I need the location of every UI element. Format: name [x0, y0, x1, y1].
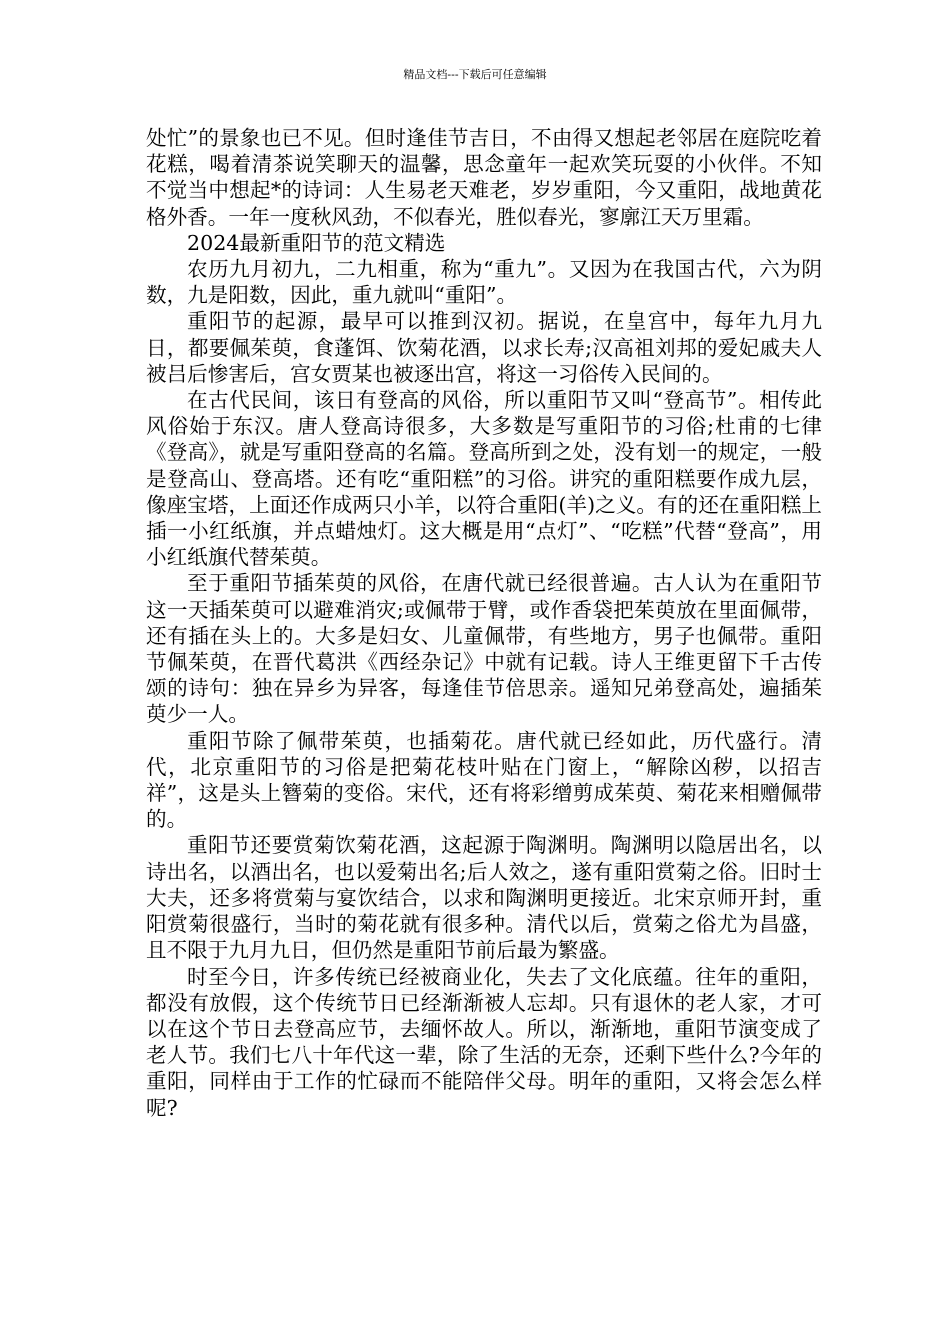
paragraph-continuation: 处忙”的景象也已不见。但时逢佳节吉日，不由得又想起老邻居在庭院吃着花糕，喝着清茶说笑聊天的温馨，思念童年一起欢笑玩耍的小伙伴。不知不觉当中想起*的诗词：人生易老天难老，岁岁重阳，今又重阳，战地黄花格外香。一年一度秋风劲，不似春光，胜似春光，寥廓江天万里霜。 — [146, 126, 822, 229]
page-header: 精品文档---下载后可任意编辑 — [403, 68, 547, 81]
document-body — [146, 125, 822, 1121]
paragraph: 农历九月初九，二九相重，称为“重九”。又因为在我国古代，六为阴数，九是阳数，因此，重九就叫“重阳”。 — [146, 257, 822, 308]
paragraph: 至于重阳节插茱萸的风俗，在唐代就已经很普遍。古人认为在重阳节这一天插茱萸可以避难消灾;或佩带于臂，或作香袋把茱萸放在里面佩带，还有插在头上的。大多是妇女、儿童佩带，有些地方，男子也佩带。重阳节佩茱萸，在晋代葛洪《西经杂记》中就有记载。诗人王维更留下千古传颂的诗句：独在异乡为异客，每逢佳节倍思亲。遥知兄弟登高处，遍插茱萸少一人。 — [146, 571, 822, 727]
paragraph: 重阳节的起源，最早可以推到汉初。据说，在皇宫中，每年九月九日，都要佩茱萸，食蓬饵、饮菊花酒，以求长寿;汉高祖刘邦的爱妃戚夫人被吕后惨害后，宫女贾某也被逐出宫，将这一习俗传入民间的。 — [146, 309, 822, 386]
section-title: 2024最新重阳节的范文精选 — [187, 230, 446, 255]
paragraph: 重阳节还要赏菊饮菊花酒，这起源于陶渊明。陶渊明以隐居出名，以诗出名，以酒出名，也以爱菊出名;后人效之，遂有重阳赏菊之俗。旧时士大夫，还多将赏菊与宴饮结合，以求和陶渊明更接近。北宋京师开封，重阳赏菊很盛行，当时的菊花就有很多种。清代以后，赏菊之俗尤为昌盛，且不限于九月九日，但仍然是重阳节前后最为繁盛。 — [146, 833, 822, 963]
paragraph: 重阳节除了佩带茱萸，也插菊花。唐代就已经如此，历代盛行。清代，北京重阳节的习俗是把菊花枝叶贴在门窗上，“解除凶秽，以招吉祥”，这是头上簪菊的变俗。宋代，还有将彩缯剪成茱萸、菊花来相赠佩带的。 — [146, 728, 822, 832]
paragraph: 在古代民间，该日有登高的风俗，所以重阳节又叫“登高节”。相传此风俗始于东汉。唐人登高诗很多，大多数是写重阳节的习俗;杜甫的七律《登高》，就是写重阳登高的名篇。登高所到之处，没有划一的规定，一般是登高山、登高塔。还有吃“重阳糕”的习俗。讲究的重阳糕要作成九层，像座宝塔，上面还作成两只小羊，以符合重阳(羊)之义。有的还在重阳糕上插一小红纸旗，并点蜡烛灯。这大概是用“点灯”、“吃糕”代替“登高”，用小红纸旗代替茱萸。 — [146, 388, 822, 570]
paragraph: 时至今日，许多传统已经被商业化，失去了文化底蕴。往年的重阳，都没有放假，这个传统节日已经渐渐被人忘却。只有退休的老人家，才可以在这个节日去登高应节，去缅怀故人。所以，渐渐地，重阳节演变成了老人节。我们七八十年代这一辈，除了生活的无奈，还剩下些什么?今年的重阳，同样由于工作的忙碌而不能陪伴父母。明年的重阳，又将会怎么样呢? — [146, 964, 822, 1120]
